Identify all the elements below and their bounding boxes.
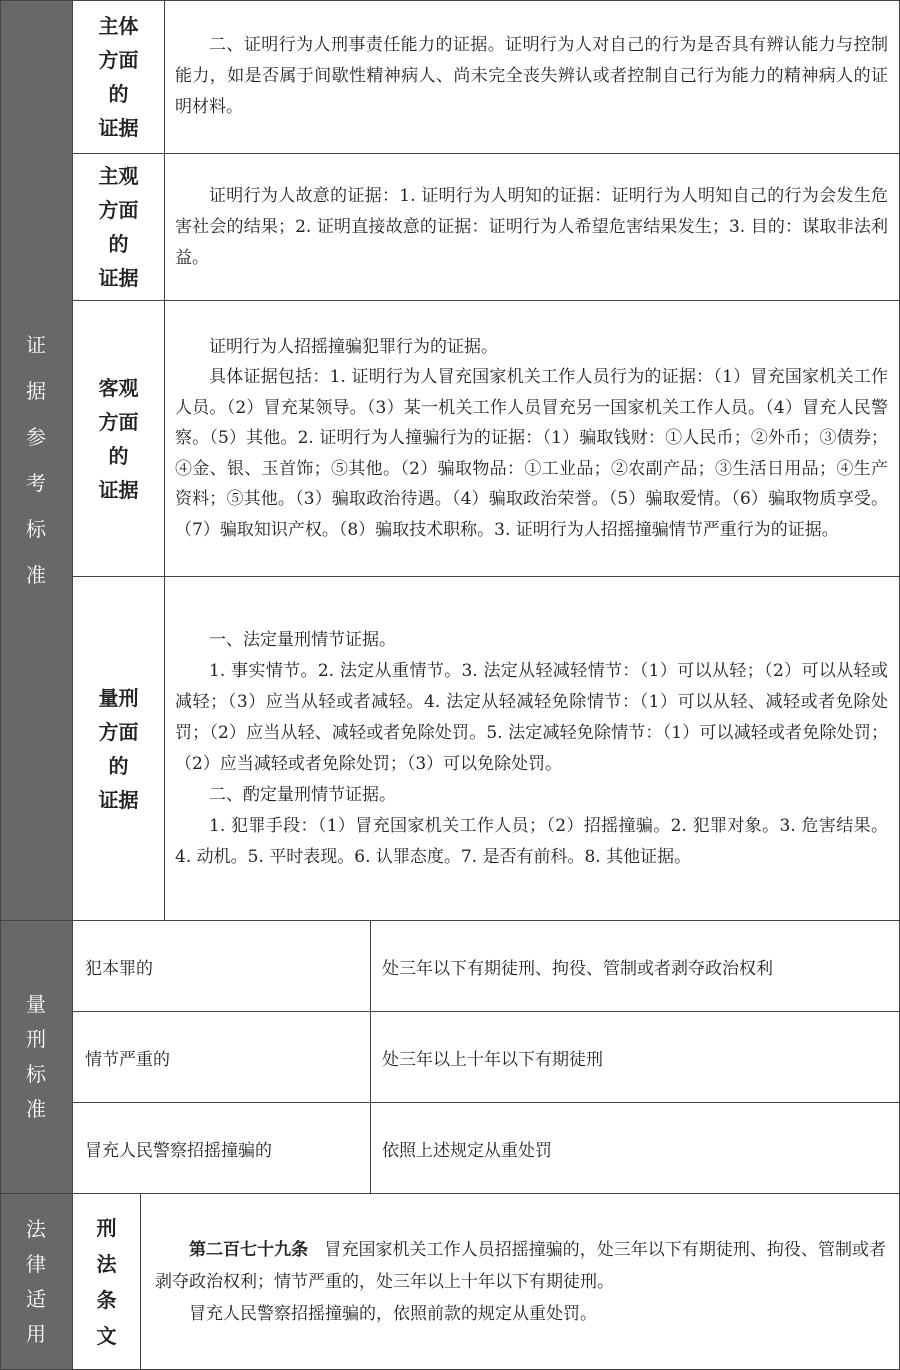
criminal-law-article-label: 刑 法 条 文 [73,1194,141,1370]
sentencing-side-label: 量 刑 标 准 [0,921,73,1193]
article-text: 冒充国家机关工作人员招摇撞骗的，处三年以下有期徒刑、拘役、管制或者剥夺政治权利；情节严重的，处三年以上十年以下有期徒刑。 [155,1240,887,1292]
condition-cell: 情节严重的 [85,1049,170,1070]
sentencing-evidence-label: 量刑 方面 的 证据 [73,577,165,920]
condition-cell: 冒充人民警察招摇撞骗的 [85,1140,272,1161]
penalty-cell: 处三年以上十年以下有期徒刑 [382,1049,603,1070]
subject-evidence-label: 主体 方面 的 证据 [73,0,165,153]
law-side-label: 法 律 适 用 [0,1194,73,1370]
article-text-2: 冒充人民警察招摇撞骗的，依照前款的规定从重处罚。 [189,1304,597,1324]
subjective-evidence-label: 主观 方面 的 证据 [73,154,165,300]
subjective-evidence-content: 证明行为人故意的证据：1. 证明行为人明知的证据：证明行为人明知自己的行为会发生危害社会的结果；2. 证明直接故意的证据：证明行为人希望危害结果发生；3. 目的：谋取非法利益。 [175,185,888,268]
evidence-side-label: 证 据 参 考 标 准 [0,0,73,920]
article-title: 第二百七十九条 [189,1240,309,1260]
condition-cell: 犯本罪的 [85,958,153,979]
penalty-cell: 处三年以下有期徒刑、拘役、管制或者剥夺政治权利 [382,958,773,979]
subject-evidence-content: 二、证明行为人刑事责任能力的证据。证明行为人对自己的行为是否具有辨认能力与控制能力，如是否属于间歇性精神病人、尚未完全丧失辨认或者控制自己行为能力的精神病人的证明材料。 [175,35,888,117]
criminal-law-article-content [141,1194,900,1370]
column-divider [370,921,371,1193]
sentencing-evidence-content: 一、法定量刑情节证据。 1. 事实情节。2. 法定从重情节。3. 法定从轻减轻情节：（1）可以从轻；（2）可以从轻或减轻；（3）应当从轻或者减轻。4. 法定从轻减轻免除情节：（1）可以从轻、减轻或者免除处罚；（2）应当从轻、减轻或者免除处罚。5. 法定减轻免除情节：（1）可以减轻或者免除处罚；（2）应当减轻或者免除处罚；（3）可以免除处罚。 二、酌定量刑情节证据。 1. 犯罪手段：（1）冒充国家机关工作人员；（2）招摇撞骗。2. 犯罪对象。3. 危害结果。4. 动机。5. 平时表现。6. 认罪态度。7. 是否有前科。8. 其他证据。 [175,629,888,867]
objective-evidence-label: 客观 方面 的 证据 [73,301,165,576]
penalty-cell: 依照上述规定从重处罚 [382,1140,552,1161]
objective-evidence-content: 证明行为人招摇撞骗犯罪行为的证据。 具体证据包括：1. 证明行为人冒充国家机关工作人员行为的证据：（1）冒充国家机关工作人员。（2）冒充某领导。（3）某一机关工作人员冒充另一国家机关工作人员。（4）冒充人民警察。（5）其他。2. 证明行为人撞骗行为的证据：（1）骗取钱财：①人民币；②外币；③债券；④金、银、玉首饰；⑤其他。（2）骗取物品：①工业品；②农副产品；③生活日用品；④生产资料；⑤其他。（3）骗取政治待遇。（4）骗取政治荣誉。（5）骗取爱情。（6）骗取物质享受。（7）骗取知识产权。（8）骗取技术职称。3. 证明行为人招摇撞骗情节严重行为的证据。 [175,336,888,540]
